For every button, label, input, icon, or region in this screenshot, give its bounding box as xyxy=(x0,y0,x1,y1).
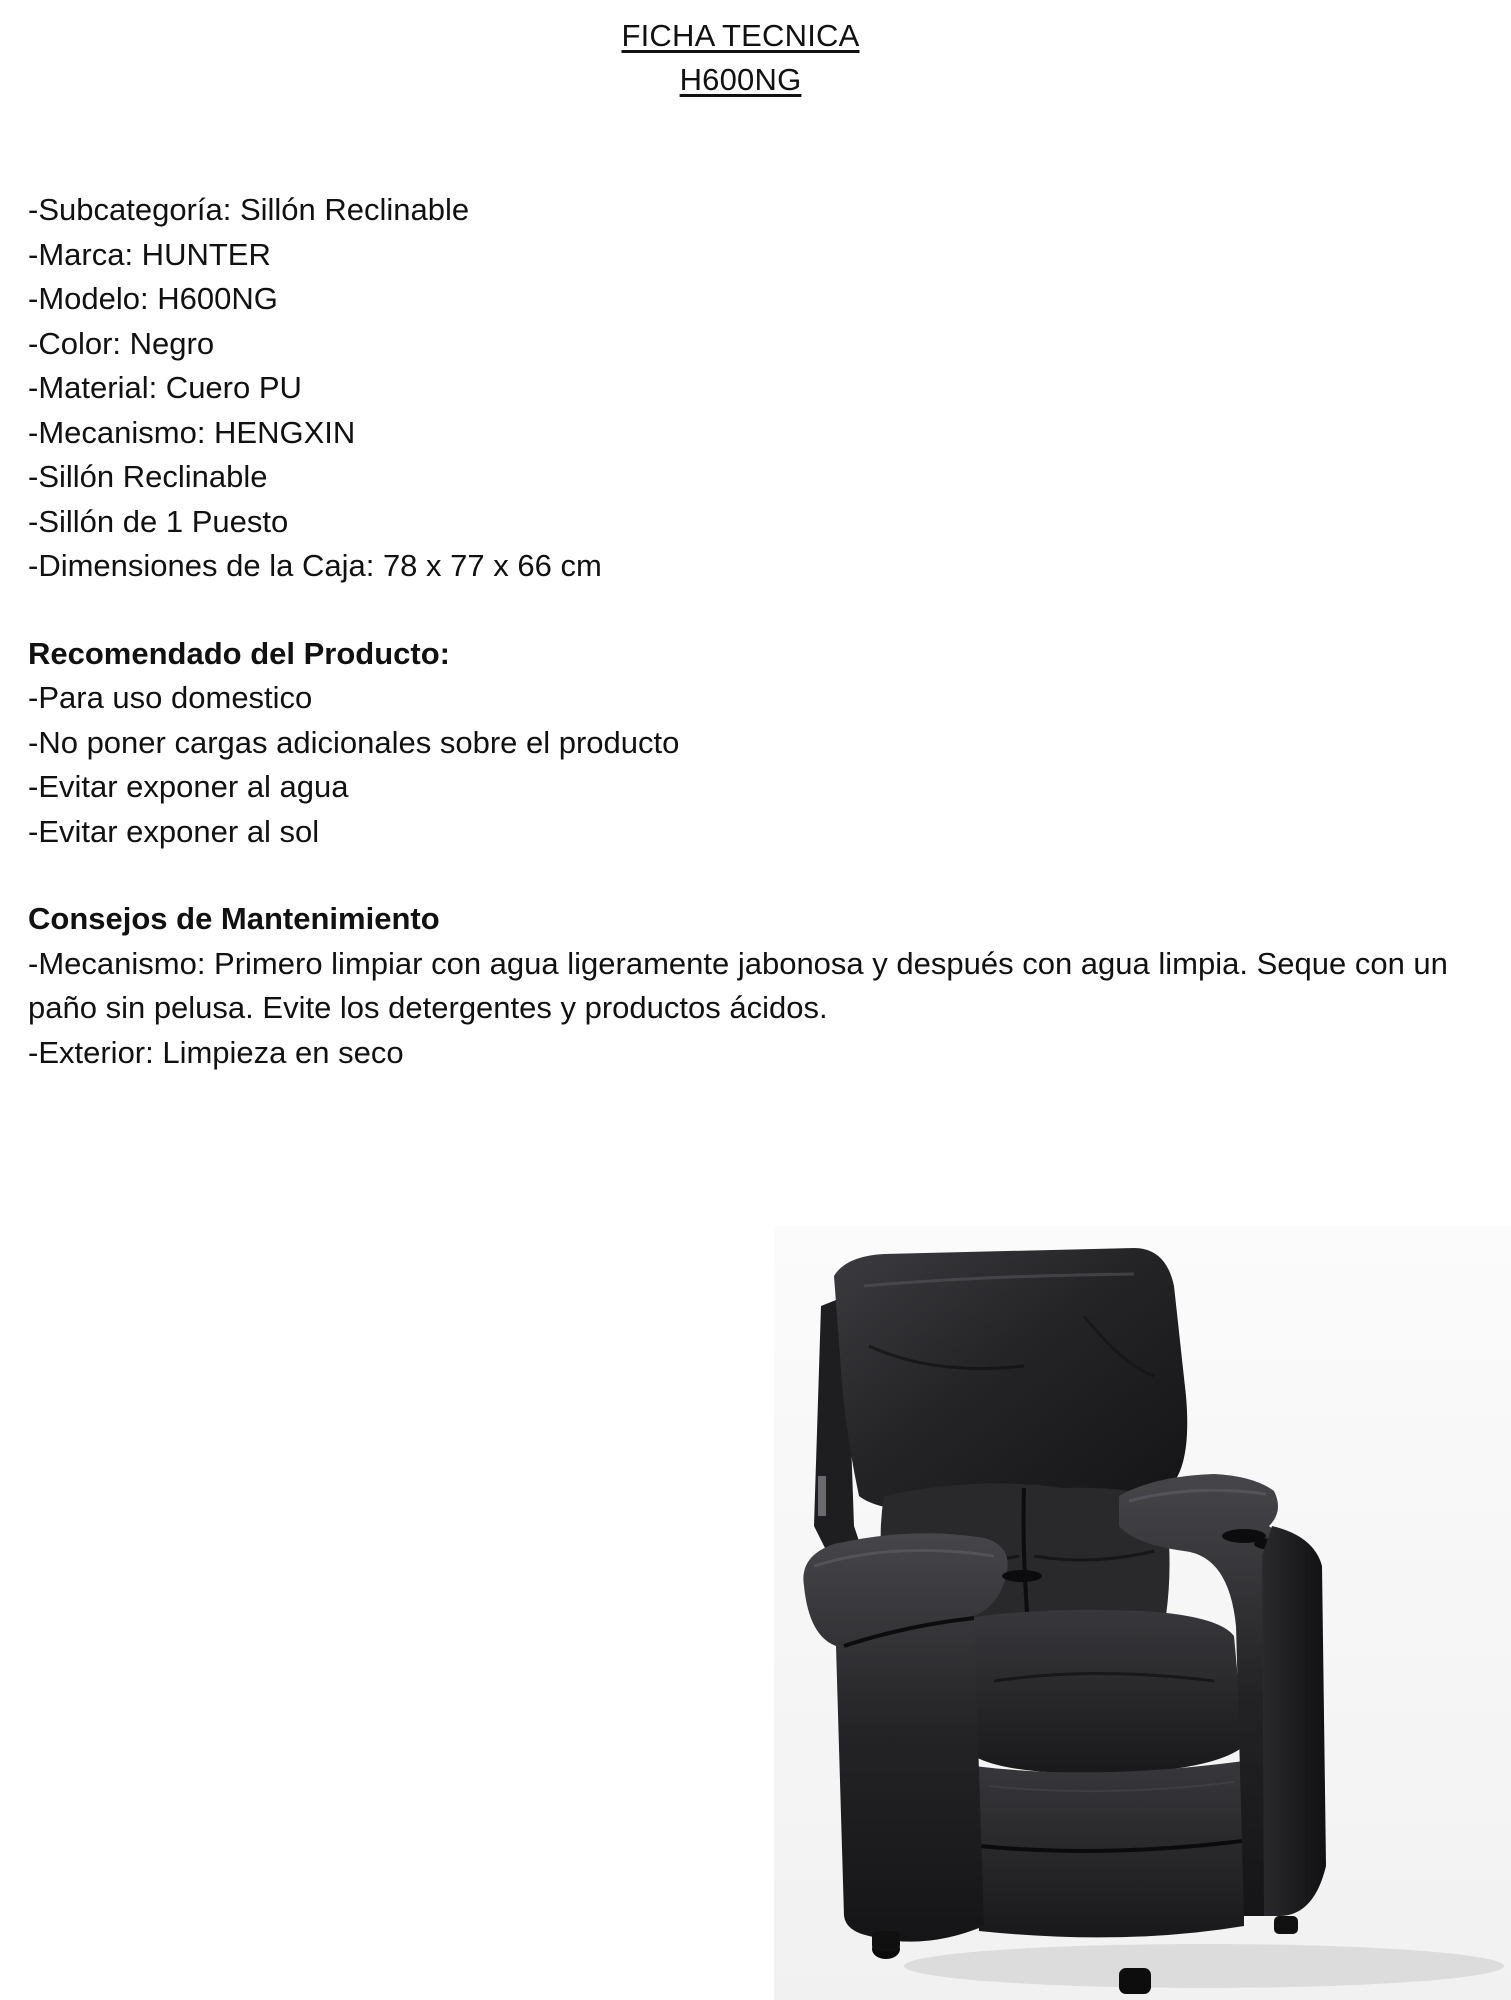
recommendations-section xyxy=(28,632,1468,855)
spec-color: -Color: Negro xyxy=(28,325,215,361)
spec-model: -Modelo: H600NG xyxy=(28,281,278,316)
recommendation-item: -Para uso domestico xyxy=(28,680,313,715)
document-model-code: H600NG xyxy=(679,62,802,97)
document-header xyxy=(0,14,1481,102)
recommendations-heading: Recomendado del Producto: xyxy=(28,635,450,671)
spec-brand: -Marca: HUNTER xyxy=(28,236,271,272)
spec-type: -Sillón Reclinable xyxy=(28,459,268,494)
recommendation-item: -Evitar exponer al sol xyxy=(28,813,320,849)
spec-material: -Material: Cuero PU xyxy=(28,370,302,405)
spec-subcategory: -Subcategoría: Sillón Reclinable xyxy=(28,192,470,227)
maintenance-exterior-text: -Exterior: Limpieza en seco xyxy=(28,1034,404,1070)
product-photo xyxy=(774,1226,1511,2000)
spec-box-dimensions: -Dimensiones de la Caja: 78 x 77 x 66 cm xyxy=(28,548,602,583)
maintenance-section xyxy=(28,897,1468,1075)
document-title: FICHA TECNICA xyxy=(621,18,860,53)
document-body xyxy=(28,188,1468,1075)
recliner-chair-image xyxy=(774,1226,1511,2000)
recommendation-item: -Evitar exponer al agua xyxy=(28,769,349,804)
recommendation-item: -No poner cargas adicionales sobre el producto xyxy=(28,724,680,760)
spec-seats: -Sillón de 1 Puesto xyxy=(28,503,289,539)
maintenance-heading: Consejos de Mantenimiento xyxy=(28,901,440,936)
maintenance-mechanism-text: -Mecanismo: Primero limpiar con agua ligeramente jabonosa y después con agua limpia. Seque con un paño sin pelusa. Evite los detergentes y productos ácidos. xyxy=(28,945,1448,1025)
spec-list xyxy=(28,188,1468,589)
spec-mechanism: -Mecanismo: HENGXIN xyxy=(28,414,356,450)
